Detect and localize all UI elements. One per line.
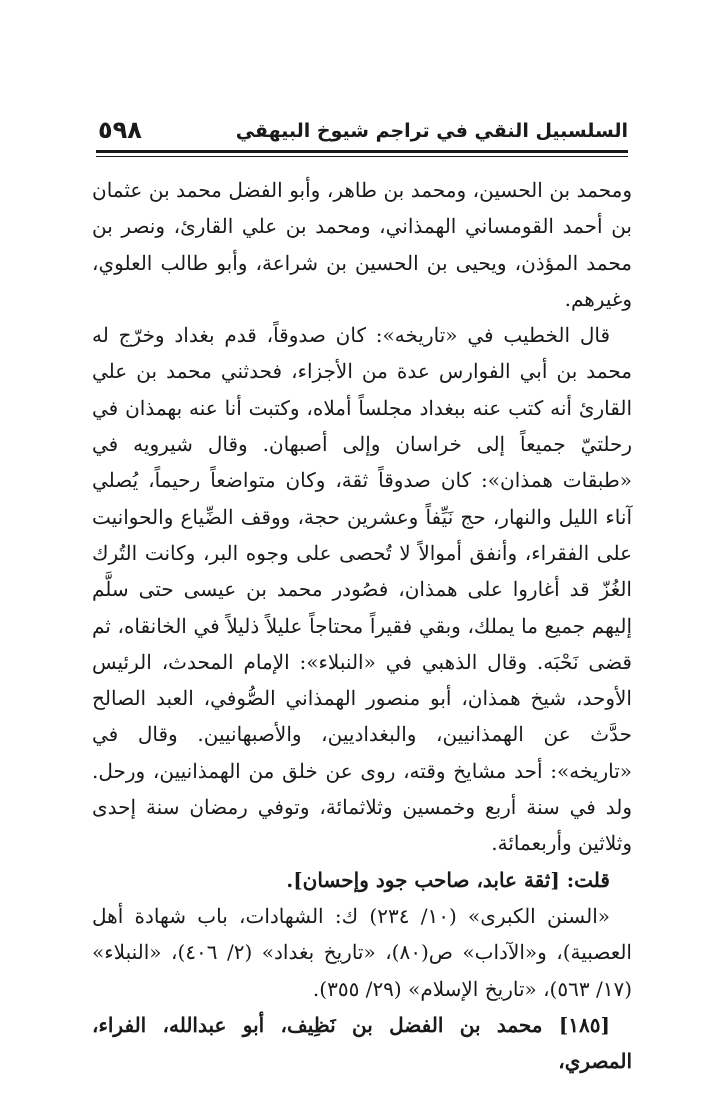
page-number: ٥٩٨	[98, 116, 142, 144]
page-header	[96, 116, 628, 152]
paragraph-teachers: ومحمد بن الحسين، ومحمد بن طاهر، وأبو الفضل محمد بن عثمان بن أحمد القومساني الهمذاني، ومحمد بن علي القارئ، ونصر بن محمد المؤذن، ويحيى بن الحسين بن شراعة، وأبو طالب العلوي، وغيرهم.	[92, 178, 632, 311]
paragraph-biography: قال الخطيب في «تاريخه»: كان صدوقاً، قدم بغداد وخرّج له محمد بن أبي الفوارس عدة من الأجزاء، فحدثني محمد بن علي القارئ أنه كتب عنه ببغداد مجلساً أملاه، وكتبت أنا عنه بهمذان في رحلتيّ جميعاً إلى خراسان وإلى أصبهان. وقال شيرويه في «طبقات همذان»: كان صدوقاً ثقة، وكان متواضعاً رحيماً، يُصلي آناء الليل والنهار، حج نَيِّفاً وعشرين حجة، ووقف الضِّياع والحوانيت على الفقراء، وأنفق أموالاً لا تُحصى على وجوه البر، وكانت التُرك الغُزّ قد أغاروا على همذان، فصُودر محمد بن عيسى حتى سلَّم إليهم جميع ما يملك، وبقي فقيراً محتاجاً عليلاً ذليلاً في الخانقاه، ثم قضى نَحْبَه. وقال الذهبي في «النبلاء»: الإمام المحدث، الرئيس الأوحد، شيخ همذان، أبو منصور الهمذاني الصُّوفي، العبد الصالح حدَّث عن الهمذانيين، والبغداديين، والأصبهانيين. وقال في «تاريخه»: أحد مشايخ وقته، روى عن خلق من الهمذانيين، ورحل. ولد في سنة أربع وخمسين وثلاثمائة، وتوفي رمضان سنة إحدى وثلاثين وأربعمائة.	[92, 323, 632, 856]
running-title: السلسبيل النقي في تراجم شيوخ البيهقي	[235, 120, 628, 142]
header-rule-thick	[96, 150, 628, 153]
paragraph-next-entry: [١٨٥] محمد بن الفضل بن نَظِيف، أبو عبدالله، الفراء، المصري،	[92, 1012, 632, 1074]
header-rule-thin	[96, 156, 628, 157]
body-text	[92, 172, 632, 1079]
paragraph-verdict: قلت: [ثقة عابد، صاحب جود وإحسان].	[286, 867, 610, 892]
paragraph-sources: «السنن الكبرى» (١٠/ ٢٣٤) ك: الشهادات، باب شهادة أهل العصبية)، و«الآداب» ص(٨٠)، «تاريخ بغداد» (٢/ ٤٠٦)، «النبلاء» (١٧/ ٥٦٣)، «تاريخ الإسلام» (٢٩/ ٣٥٥).	[92, 903, 632, 1001]
